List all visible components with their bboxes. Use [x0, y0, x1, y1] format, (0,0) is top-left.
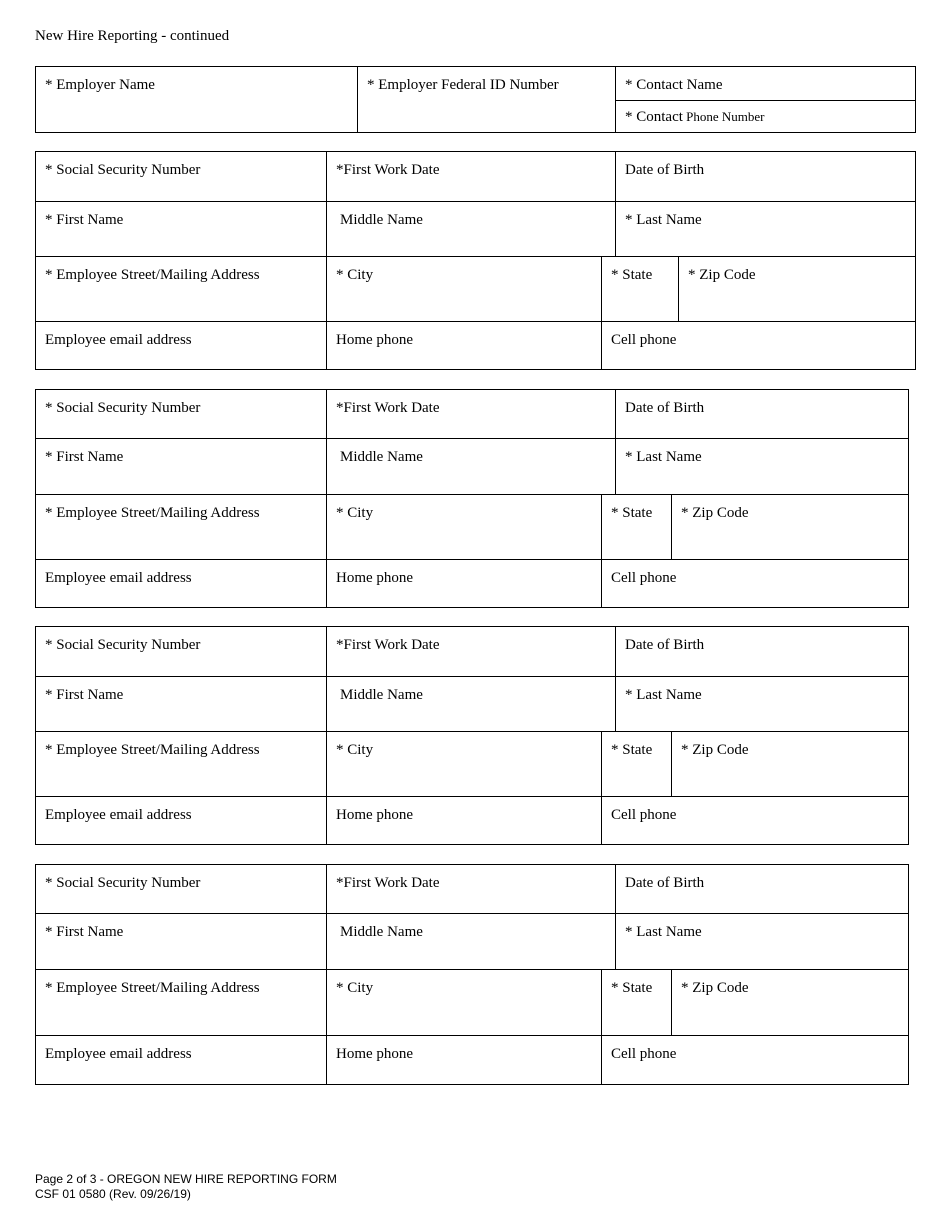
middle-name-label: Middle Name	[340, 449, 423, 465]
state-field[interactable]	[601, 494, 671, 559]
employee-record-1	[35, 151, 916, 370]
cell-phone-field[interactable]	[601, 559, 908, 607]
last-name-label: * Last Name	[625, 924, 702, 940]
middle-name-field[interactable]	[326, 201, 615, 256]
ssn-field[interactable]	[36, 627, 326, 676]
last-name-label: * Last Name	[625, 687, 702, 703]
cell-phone-field[interactable]	[601, 796, 908, 844]
home-phone-field[interactable]	[326, 796, 601, 844]
state-label: * State	[611, 267, 653, 283]
address-label: * Employee Street/Mailing Address	[45, 980, 260, 996]
contact-name-field[interactable]	[615, 67, 915, 100]
dob-label: Date of Birth	[625, 400, 705, 416]
first-name-field[interactable]	[36, 913, 326, 969]
state-label: * State	[611, 505, 653, 521]
last-name-label: * Last Name	[625, 212, 702, 228]
zip-field[interactable]	[671, 731, 908, 796]
home-phone-label: Home phone	[336, 1046, 414, 1062]
contact-phone-label-star: * Contact	[625, 109, 683, 125]
city-field[interactable]	[326, 256, 601, 321]
email-field[interactable]	[36, 321, 326, 369]
city-field[interactable]	[326, 731, 601, 796]
employer-fein-field[interactable]	[357, 67, 615, 132]
email-label: Employee email address	[45, 332, 192, 348]
email-field[interactable]	[36, 559, 326, 607]
middle-name-label: Middle Name	[340, 687, 423, 703]
cell-phone-label: Cell phone	[611, 807, 677, 823]
home-phone-field[interactable]	[326, 1035, 601, 1084]
last-name-field[interactable]	[615, 438, 908, 494]
first-name-field[interactable]	[36, 438, 326, 494]
middle-name-field[interactable]	[326, 676, 615, 731]
first-name-field[interactable]	[36, 201, 326, 256]
employer-name-label: * Employer Name	[45, 77, 155, 93]
first-name-label: * First Name	[45, 924, 124, 940]
email-field[interactable]	[36, 1035, 326, 1084]
zip-field[interactable]	[671, 494, 908, 559]
address-field[interactable]	[36, 731, 326, 796]
page-footer	[35, 1172, 337, 1202]
ssn-label: * Social Security Number	[45, 875, 201, 891]
first-work-date-label: *First Work Date	[336, 162, 440, 178]
last-name-field[interactable]	[615, 201, 915, 256]
home-phone-field[interactable]	[326, 321, 601, 369]
city-field[interactable]	[326, 969, 601, 1035]
address-label: * Employee Street/Mailing Address	[45, 505, 260, 521]
contact-phone-label-rest: Phone Number	[682, 109, 765, 124]
cell-phone-label: Cell phone	[611, 1046, 677, 1062]
first-name-label: * First Name	[45, 449, 124, 465]
email-label: Employee email address	[45, 570, 192, 586]
employer-fein-label: * Employer Federal ID Number	[367, 77, 559, 93]
home-phone-label: Home phone	[336, 807, 414, 823]
dob-field[interactable]	[615, 390, 908, 438]
cell-phone-label: Cell phone	[611, 570, 677, 586]
email-field[interactable]	[36, 796, 326, 844]
first-name-label: * First Name	[45, 687, 124, 703]
employee-record-2	[35, 389, 909, 608]
first-name-field[interactable]	[36, 676, 326, 731]
employer-name-field[interactable]	[36, 67, 357, 132]
ssn-field[interactable]	[36, 865, 326, 913]
city-label: * City	[336, 980, 374, 996]
zip-label: * Zip Code	[681, 505, 749, 521]
city-label: * City	[336, 505, 374, 521]
address-label: * Employee Street/Mailing Address	[45, 267, 260, 283]
cell-phone-field[interactable]	[601, 1035, 908, 1084]
first-work-date-field[interactable]	[326, 627, 615, 676]
first-work-date-field[interactable]	[326, 152, 615, 201]
state-label: * State	[611, 742, 653, 758]
dob-label: Date of Birth	[625, 162, 705, 178]
contact-name-label: * Contact Name	[625, 77, 723, 93]
middle-name-field[interactable]	[326, 438, 615, 494]
home-phone-label: Home phone	[336, 570, 414, 586]
contact-phone-field[interactable]	[615, 100, 915, 132]
cell-phone-field[interactable]	[601, 321, 915, 369]
email-label: Employee email address	[45, 1046, 192, 1062]
last-name-field[interactable]	[615, 913, 908, 969]
employer-info-table	[35, 66, 916, 133]
last-name-field[interactable]	[615, 676, 908, 731]
first-work-date-label: *First Work Date	[336, 637, 440, 653]
first-work-date-field[interactable]	[326, 390, 615, 438]
middle-name-label: Middle Name	[340, 212, 423, 228]
middle-name-field[interactable]	[326, 913, 615, 969]
footer-page-info: Page 2 of 3 - OREGON NEW HIRE REPORTING FORM	[35, 1172, 337, 1186]
dob-field[interactable]	[615, 865, 908, 913]
address-label: * Employee Street/Mailing Address	[45, 742, 260, 758]
first-work-date-field[interactable]	[326, 865, 615, 913]
state-field[interactable]	[601, 969, 671, 1035]
footer-form-number: CSF 01 0580 (Rev. 09/26/19)	[35, 1187, 191, 1201]
employee-record-3	[35, 626, 909, 845]
address-field[interactable]	[36, 969, 326, 1035]
first-name-label: * First Name	[45, 212, 124, 228]
address-field[interactable]	[36, 494, 326, 559]
ssn-label: * Social Security Number	[45, 162, 201, 178]
first-work-date-label: *First Work Date	[336, 400, 440, 416]
home-phone-field[interactable]	[326, 559, 601, 607]
dob-label: Date of Birth	[625, 875, 705, 891]
home-phone-label: Home phone	[336, 332, 414, 348]
city-field[interactable]	[326, 494, 601, 559]
ssn-field[interactable]	[36, 152, 326, 201]
email-label: Employee email address	[45, 807, 192, 823]
state-label: * State	[611, 980, 653, 996]
dob-field[interactable]	[615, 152, 915, 201]
employee-record-4	[35, 864, 909, 1085]
zip-field[interactable]	[671, 969, 908, 1035]
zip-field[interactable]	[678, 256, 915, 321]
ssn-label: * Social Security Number	[45, 400, 201, 416]
zip-label: * Zip Code	[688, 267, 756, 283]
state-field[interactable]	[601, 256, 678, 321]
zip-label: * Zip Code	[681, 742, 749, 758]
city-label: * City	[336, 267, 374, 283]
city-label: * City	[336, 742, 374, 758]
address-field[interactable]	[36, 256, 326, 321]
first-work-date-label: *First Work Date	[336, 875, 440, 891]
page-heading: New Hire Reporting - continued	[35, 28, 230, 44]
ssn-label: * Social Security Number	[45, 637, 201, 653]
dob-label: Date of Birth	[625, 637, 705, 653]
cell-phone-label: Cell phone	[611, 332, 677, 348]
dob-field[interactable]	[615, 627, 908, 676]
zip-label: * Zip Code	[681, 980, 749, 996]
state-field[interactable]	[601, 731, 671, 796]
last-name-label: * Last Name	[625, 449, 702, 465]
middle-name-label: Middle Name	[340, 924, 423, 940]
ssn-field[interactable]	[36, 390, 326, 438]
